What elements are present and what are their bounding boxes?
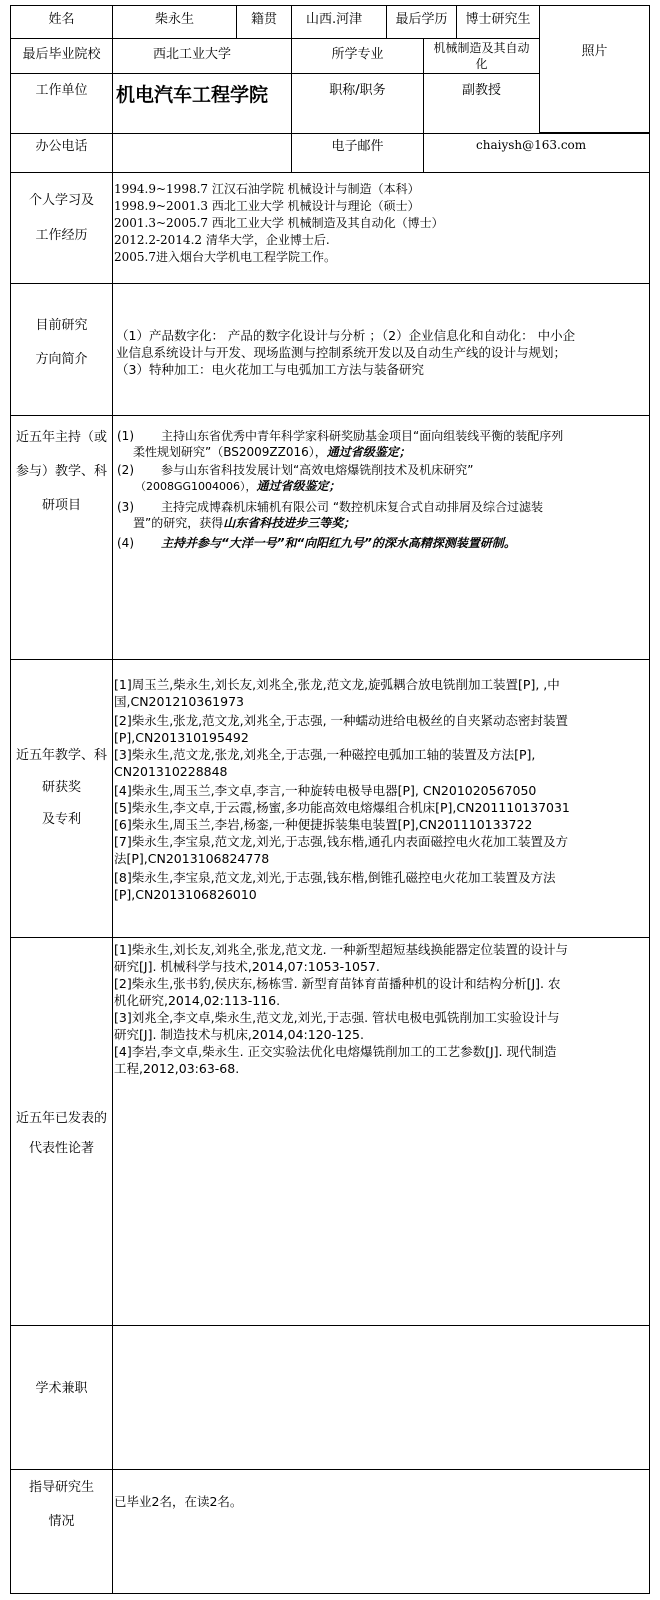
major-value-line1: 机械制造及其自动 — [433, 41, 530, 55]
project-award: 山东省科技进步三等奖； — [223, 516, 356, 530]
major-label: 所学专业 — [331, 47, 384, 62]
patent-line: [1]周玉兰,柴永生,刘长友,刘兆全,张龙,范文龙,旋弧耦合放电铣削加工装置[P], ,中 — [114, 677, 560, 692]
name-label-cell — [10, 5, 113, 39]
patent-line: [8]柴永生,李宝泉,范文龙,刘光,于志强,钱东楷,倒锥孔磁控电火花加工装置及方法 — [114, 870, 556, 885]
name-label: 姓名 — [48, 12, 75, 27]
projects-value-cell — [112, 415, 650, 660]
paper-line: [1]柴永生,刘长友,刘兆全,张龙,范文龙. 一种新型超短基线换能器定位装置的设计与 — [114, 942, 569, 957]
project-text: 主持完成博森机床辅机有限公司 “数控机床复合式自动排屑及综合过滤装 — [161, 500, 544, 514]
origin-value-cell — [291, 5, 387, 39]
patents-label-line2: 研获奖 — [41, 780, 81, 795]
patent-line: [2]柴永生,张龙,范文龙,刘兆全,于志强, 一种蠕动进给电极丝的自夹紧动态密封装置 — [114, 713, 569, 728]
experience-line: 2001.3~2005.7 西北工业大学 机械制造及其自动化（博士） — [114, 216, 444, 230]
school-value: 西北工业大学 — [153, 47, 232, 62]
photo-label: 照片 — [581, 44, 608, 59]
students-value: 已毕业2名，在读2名。 — [114, 1494, 243, 1509]
patent-line: [4]柴永生,周玉兰,李文卓,李言,一种旋转电极导电器[P], CN201020567050 — [114, 783, 537, 798]
research-label-line2: 方向简介 — [35, 352, 88, 367]
academic-label-cell — [10, 1325, 113, 1470]
patents-label-line1: 近五年教学、科 — [15, 748, 107, 763]
major-value-cell — [423, 38, 540, 74]
students-label-line2: 情况 — [48, 1514, 75, 1529]
students-label-cell — [10, 1469, 113, 1594]
patents-label-line3: 及专利 — [41, 812, 81, 827]
patent-line: CN201310228848 — [114, 764, 228, 779]
name-value-cell — [112, 5, 237, 39]
major-value-line2: 化 — [475, 57, 488, 71]
patent-line: [5]柴永生,李文卓,于云霞,杨蜜,多功能高效电熔爆组合机床[P],CN201110137031 — [114, 800, 570, 815]
paper-line: 工程,2012,03:63-68. — [114, 1061, 240, 1076]
project-number: (3) — [117, 500, 134, 514]
papers-label-cell — [10, 937, 113, 1326]
research-line: 业信息系统设计与开发、现场监测与控制系统开发以及自动生产线的设计与规划； — [116, 345, 567, 360]
research-value-cell — [112, 283, 650, 416]
project-text: 参与山东省科技发展计划“高效电熔爆铣削技术及机床研究” — [161, 463, 474, 477]
email-label: 电子邮件 — [331, 139, 384, 154]
project-text: 主持山东省优秀中青年科学家科研奖励基金项目“面向组装线平衡的装配序列 — [161, 429, 564, 443]
degree-value: 博士研究生 — [465, 12, 531, 27]
patent-line: [P],CN201310682601​0 — [114, 887, 257, 902]
title-label: 职称/职务 — [329, 83, 386, 98]
origin-label: 籍贯 — [250, 12, 277, 27]
unit-value-cell — [112, 73, 292, 134]
project-text: 柔性规划研究”（BS2009ZZ016），通过省级鉴定； — [133, 445, 411, 459]
students-label-line1: 指导研究生 — [28, 1480, 94, 1495]
patent-line: 国,CN201210361973 — [114, 694, 244, 709]
paper-line: 研究[J]. 制造技术与机床,2014,04:120-125. — [114, 1027, 364, 1042]
phone-label-cell — [10, 133, 113, 173]
patents-value-cell — [112, 659, 650, 938]
email-value-cell — [423, 133, 650, 173]
project-text: 置”的研究，获得山东省科技进步三等奖； — [133, 516, 356, 530]
academic-label: 学术兼职 — [35, 1381, 88, 1396]
title-label-cell — [291, 73, 424, 134]
papers-label-line1: 近五年已发表的 — [15, 1111, 107, 1126]
papers-label-line2: 代表性论著 — [28, 1141, 94, 1156]
paper-line: [2]柴永生,张书豹,侯庆东,杨栋雪. 新型育苗钵育苗播种机的设计和结构分析[J]. 农 — [114, 976, 561, 991]
unit-label: 工作单位 — [35, 83, 88, 98]
degree-label-cell — [386, 5, 457, 39]
patent-line: [6]柴永生,周玉兰,李岩,杨銮,一种便捷拆装集电装置[P],CN201110133722 — [114, 817, 533, 832]
research-line: （3）特种加工：电火花加工与电弧加工方法与装备研究 — [116, 362, 424, 377]
patents-label-cell — [10, 659, 113, 938]
degree-label: 最后学历 — [395, 12, 448, 27]
experience-line: 2012.2-2014.2 清华大学，企业博士后. — [114, 233, 330, 247]
patent-line: [P],CN201310195492 — [114, 730, 249, 745]
research-label-cell — [10, 283, 113, 416]
phone-label: 办公电话 — [35, 139, 88, 154]
school-value-cell — [112, 38, 292, 74]
unit-value: 机电汽车工程学院 — [116, 84, 269, 106]
origin-value: 山西.河津 — [306, 12, 363, 27]
experience-line: 1994.9~1998.7 江汉石油学院 机械设计与制造（本科） — [114, 182, 420, 196]
phone-value-cell — [112, 133, 292, 173]
paper-line: [4]李岩,李文卓,柴永生. 正交实验法优化电熔爆铣削加工的工艺参数[J]. 现代制造 — [114, 1044, 557, 1059]
projects-label-line3: 研项目 — [41, 498, 81, 513]
project-number: (1) — [117, 429, 134, 443]
school-label-cell — [10, 38, 113, 74]
paper-line: 研究[J]. 机械科学与技术,2014,07:1053-1057. — [114, 959, 380, 974]
name-value: 柴永生 — [154, 12, 194, 27]
email-label-cell — [291, 133, 424, 173]
title-value: 副教授 — [461, 83, 501, 98]
photo-cell — [539, 5, 650, 133]
experience-line: 1998.9~2001.3 西北工业大学 机械设计与理论（硕士） — [114, 199, 420, 213]
experience-label-line2: 工作经历 — [35, 228, 88, 243]
projects-label-cell — [10, 415, 113, 660]
patent-line: [3]柴永生,范文龙,张龙,刘兆全,于志强,一种磁控电弧加工轴的装置及方法[P], — [114, 747, 536, 762]
project-number: (4) — [117, 536, 134, 550]
experience-label-line1: 个人学习及 — [28, 193, 94, 208]
projects-label-line1: 近五年主持（或 — [15, 430, 107, 445]
experience-value-cell — [112, 172, 650, 284]
project-result: 通过省级鉴定； — [256, 479, 341, 493]
research-label-line1: 目前研究 — [35, 318, 88, 333]
title-value-cell — [423, 73, 540, 134]
papers-value-cell — [112, 937, 650, 1326]
experience-line: 2005.7进入烟台大学机电工程学院工作。 — [114, 250, 336, 264]
project-text: （2008GG1004006），通过省级鉴定； — [135, 479, 341, 493]
experience-label-cell — [10, 172, 113, 284]
patent-line: [7]柴永生,李宝泉,范文龙,刘光,于志强,钱东楷,通孔内表面磁控电火花加工装置及方 — [114, 834, 569, 849]
email-value: chaiysh@163.com — [476, 138, 587, 152]
unit-label-cell — [10, 73, 113, 134]
project-result: 通过省级鉴定； — [326, 445, 411, 459]
paper-line: 机化研究,2014,02:113-116. — [114, 993, 281, 1008]
project-number: (2) — [117, 463, 134, 477]
projects-label-line2: 参与）教学、科 — [15, 464, 107, 479]
major-label-cell — [291, 38, 424, 74]
school-label: 最后毕业院校 — [22, 47, 101, 62]
academic-value-cell — [112, 1325, 650, 1470]
patent-line: 法[P],CN201310682477​8 — [114, 851, 270, 866]
research-line: （1）产品数字化： 产品的数字化设计与分析 ；（2）企业信息化和自动化： 中小企 — [116, 328, 576, 343]
project-text: 主持并参与“大洋一号”和“向阳红九号”的深水高精探测装置研制。 — [161, 536, 516, 550]
degree-value-cell — [456, 5, 540, 39]
paper-line: [3]刘兆全,李文卓,柴永生,范文龙,刘光,于志强. 管状电极电弧铣削加工实验设计与 — [114, 1010, 560, 1025]
origin-label-cell — [236, 5, 292, 39]
students-value-cell — [112, 1469, 650, 1594]
